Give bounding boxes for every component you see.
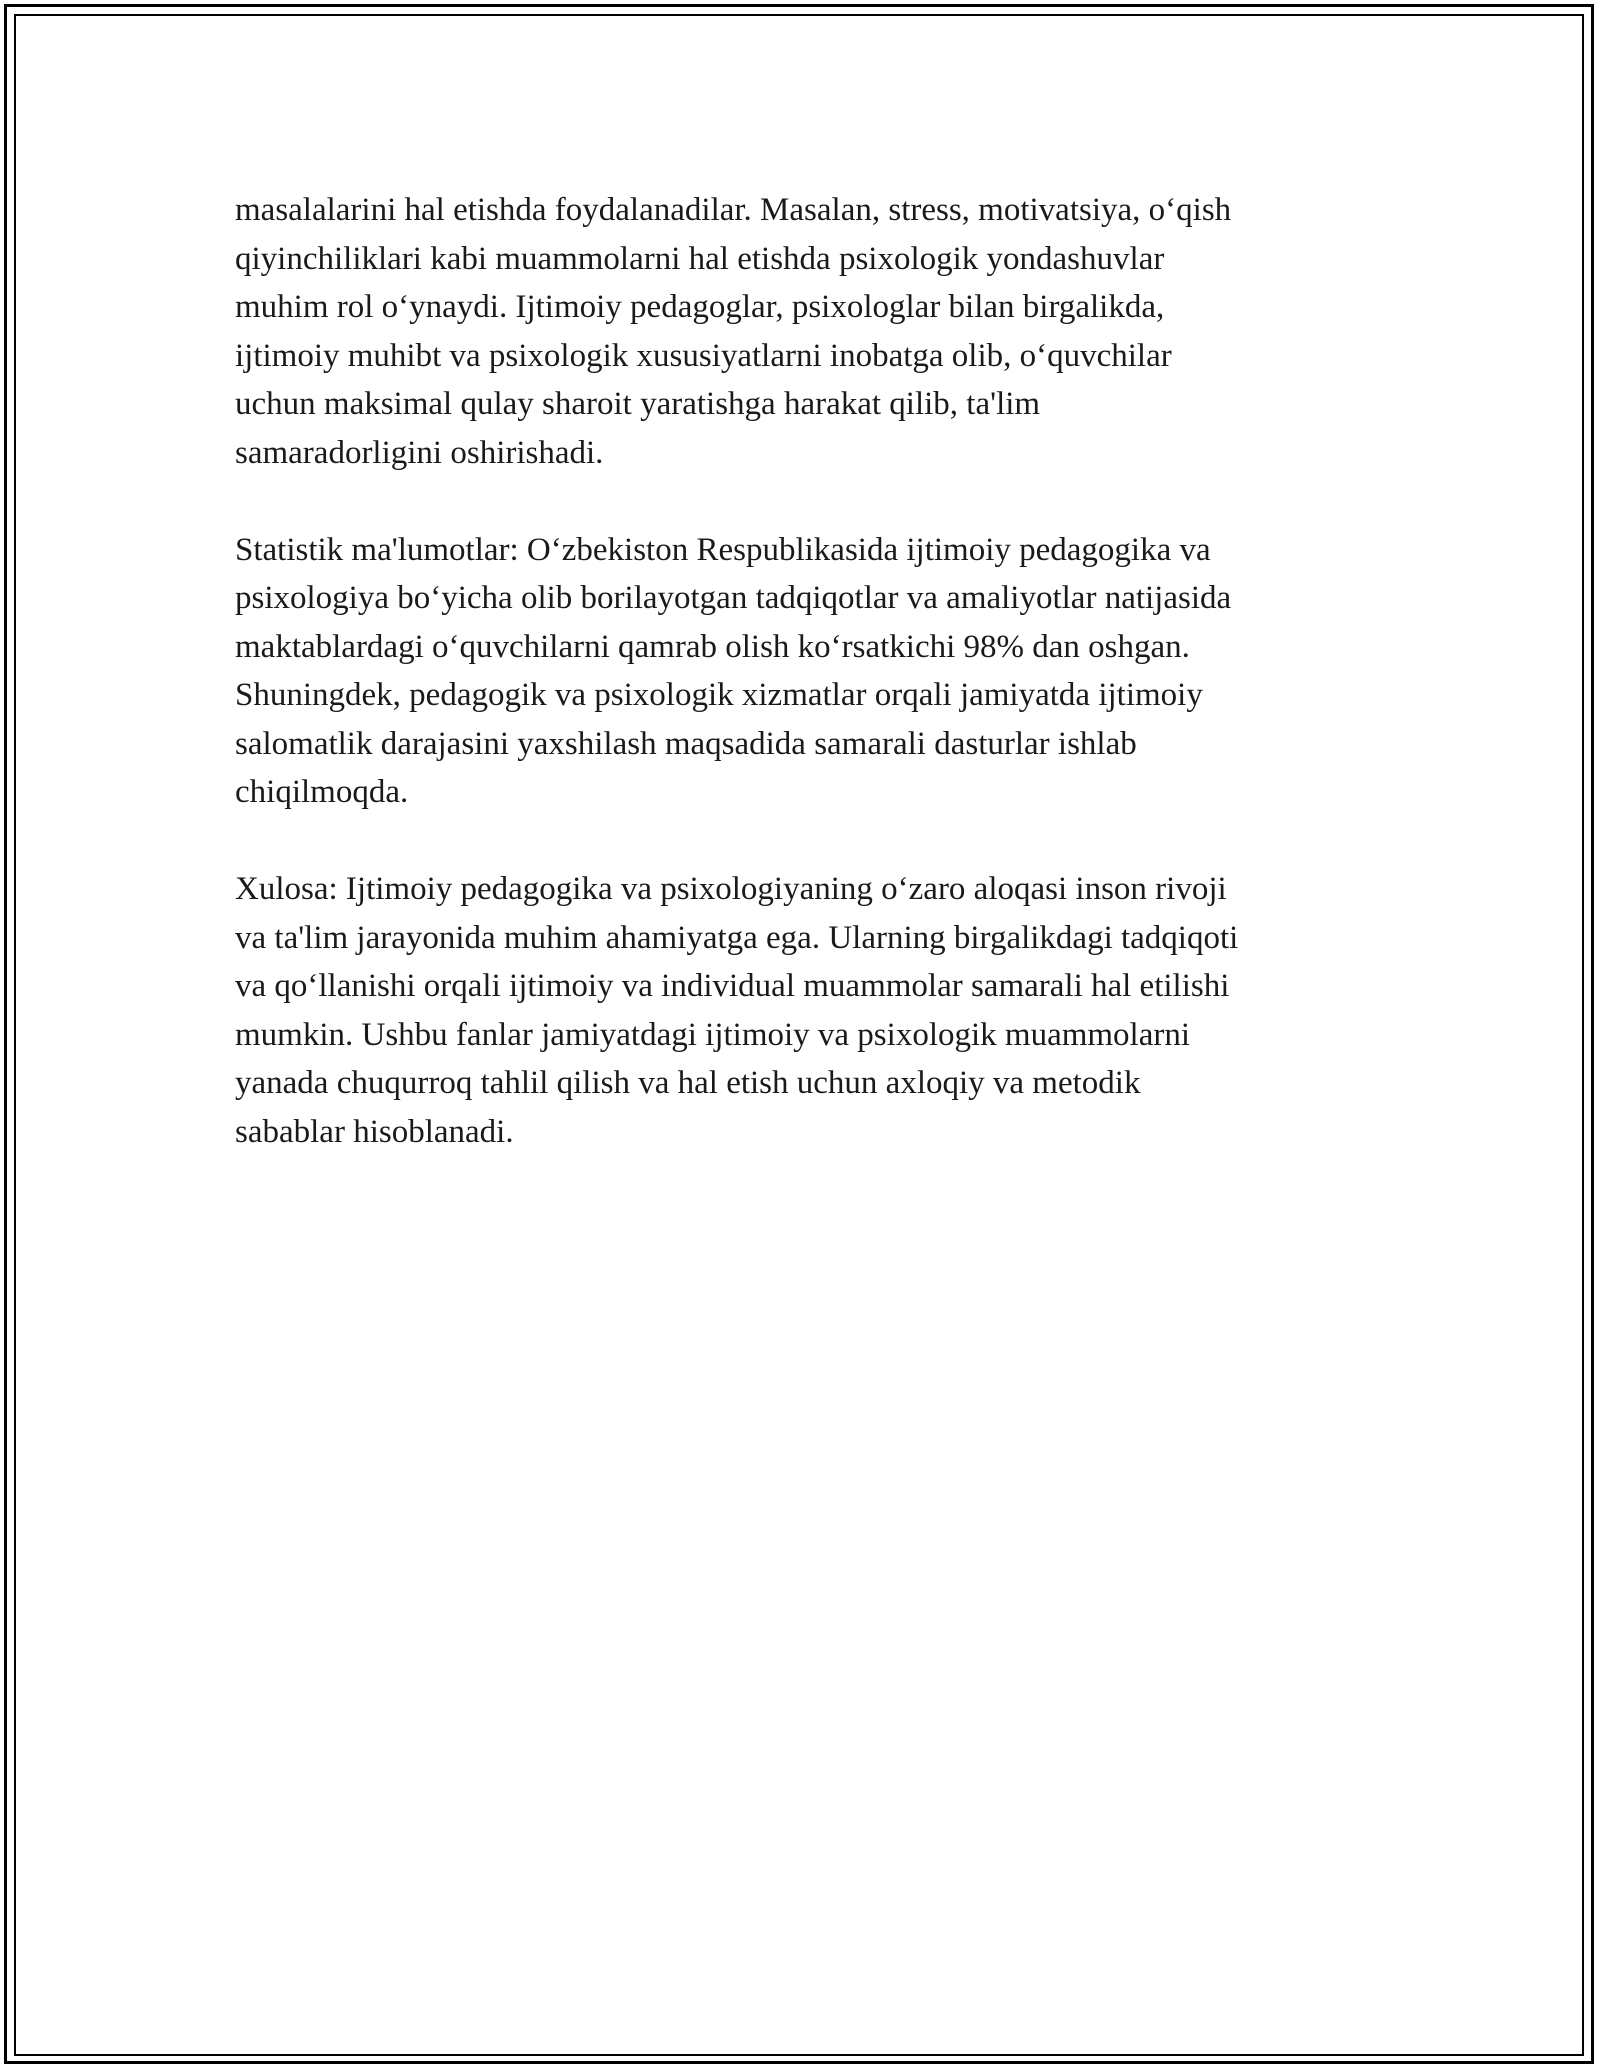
document-body [235, 186, 1365, 1205]
text-line: salomatlik darajasini yaxshilash maqsadida samarali dasturlar ishlab [235, 725, 1137, 762]
text-line: qiyinchiliklari kabi muammolarni hal etishda psixologik yondashuvlar [235, 240, 1165, 277]
text-line: sabablar hisoblanadi. [235, 1113, 514, 1150]
text-line: ijtimoiy muhibt va psixologik xususiyatlarni inobatga olib, o‘quvchilar [235, 337, 1172, 374]
text-line: maktablardagi o‘quvchilarni qamrab olish ko‘rsatkichi 98% dan oshgan. [235, 628, 1190, 665]
text-line: muhim rol o‘ynaydi. Ijtimoiy pedagoglar, psixologlar bilan birgalikda, [235, 289, 1165, 325]
text-line: Statistik ma'lumotlar: O‘zbekiston Respublikasida ijtimoiy pedagogika va [235, 531, 1211, 568]
text-line: mumkin. Ushbu fanlar jamiyatdagi ijtimoiy va psixologik muammolarni [235, 1016, 1191, 1053]
text-line: Shuningdek, pedagogik va psixologik xizmatlar orqali jamiyatda ijtimoiy [235, 677, 1203, 713]
text-line: va ta'lim jarayonida muhim ahamiyatga ega. Ularning birgalikdagi tadqiqoti [235, 919, 1239, 956]
text-line: samaradorligini oshirishadi. [235, 434, 604, 471]
text-line: psixologiya bo‘yicha olib borilayotgan tadqiqotlar va amaliyotlar natijasida [235, 580, 1232, 616]
text-line: uchun maksimal qulay sharoit yaratishga harakat qilib, ta'lim [235, 386, 1041, 422]
text-line: Xulosa: Ijtimoiy pedagogika va psixologiyaning o‘zaro aloqasi inson rivoji [235, 871, 1227, 907]
text-line: chiqilmoqda. [235, 774, 409, 810]
text-line: va qo‘llanishi orqali ijtimoiy va individual muammolar samarali hal etilishi [235, 968, 1230, 1004]
text-line: masalalarini hal etishda foydalanadilar. Masalan, stress, motivatsiya, o‘qish [235, 192, 1232, 228]
paragraph-context [235, 186, 1365, 477]
text-line: yanada chuqurroq tahlil qilish va hal etish uchun axloqiy va metodik [235, 1065, 1141, 1101]
paragraph-statistics [235, 526, 1365, 817]
paragraph-conclusion [235, 865, 1365, 1156]
